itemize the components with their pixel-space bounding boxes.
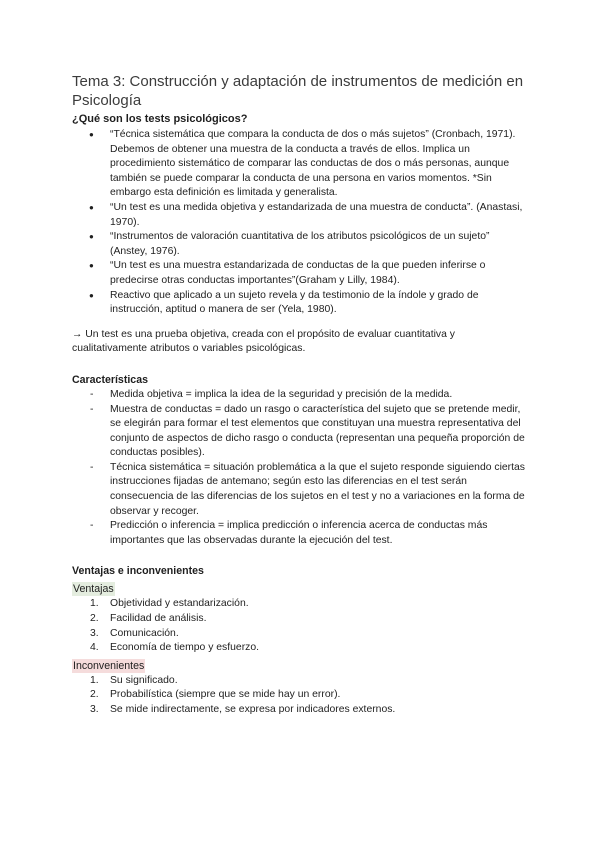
bullet-icon: ● xyxy=(89,261,94,271)
list-item-text: Predicción o inferencia = implica predicción o inferencia acerca de conductas más importantes que las observadas durante la ejecución del test. xyxy=(110,520,488,546)
list-item xyxy=(72,201,528,230)
list-number: 3. xyxy=(90,704,99,715)
disadvantages-label: Inconvenientes xyxy=(73,659,145,672)
what-heading: ¿Qué son los tests psicológicos? xyxy=(72,113,248,125)
bullet-icon: ● xyxy=(89,290,94,300)
list-item-text: Medida objetiva = implica la idea de la seguridad y precisión de la medida. xyxy=(110,388,453,400)
advantages-label: Ventajas xyxy=(73,583,114,596)
list-item-text: Economía de tiempo y esfuerzo. xyxy=(110,642,260,654)
advantages-list xyxy=(72,597,528,655)
list-item xyxy=(72,259,528,288)
list-item xyxy=(72,461,528,519)
list-number: 4. xyxy=(90,642,99,654)
summary-paragraph: → Un test es una prueba objetiva, creada con el propósito de evaluar cuantitativa y cualitativamente atributos o variables psicológicas. xyxy=(72,328,455,355)
list-item-text: Probabilística (siempre que se mide hay un error). xyxy=(110,689,341,701)
list-item xyxy=(72,641,528,656)
dash-icon: - xyxy=(90,520,94,532)
bullet-icon: ● xyxy=(89,130,94,139)
list-item xyxy=(72,688,528,703)
definitions-list xyxy=(72,128,528,318)
list-item xyxy=(72,403,528,461)
list-item-text: Comunicación. xyxy=(110,627,179,639)
list-item-text: “Un test es una muestra estandarizada de conductas de la que pueden inferirse o predecirse otras conductas importantes”(Graham y Lilly, 1984). xyxy=(110,260,486,286)
dash-icon: - xyxy=(90,403,94,415)
list-item xyxy=(72,703,528,718)
list-number: 2. xyxy=(90,689,99,701)
list-item-text: Facilidad de análisis. xyxy=(110,613,207,625)
list-item-text: Objetividad y estandarización. xyxy=(110,598,249,610)
list-item xyxy=(72,674,528,689)
dash-icon: - xyxy=(90,388,94,400)
list-item-text: Su significado. xyxy=(110,674,178,686)
list-number: 2. xyxy=(90,613,99,625)
list-item xyxy=(72,519,528,548)
dash-icon: - xyxy=(90,461,94,473)
list-item xyxy=(72,627,528,642)
characteristics-heading: Características xyxy=(72,373,148,386)
list-number: 1. xyxy=(90,598,99,610)
list-item-text: Muestra de conductas = dado un rasgo o característica del sujeto que se pretende medir, se elegirán para formar el test elementos que constituyan una muestra representativa del conjunto de aspectos de dicho rasgo o conducta (representan una pequeña proporción de conductas posibles). xyxy=(110,403,525,459)
list-item xyxy=(72,612,528,627)
bullet-icon: ● xyxy=(89,232,94,242)
list-item xyxy=(72,388,528,403)
pros-cons-heading: Ventajas e inconvenientes xyxy=(72,565,204,578)
list-item-text: Técnica sistemática = situación problemática a la que el sujeto responde siguiendo ciertas instrucciones fijadas de antemano; según esto las diferencias en el test serán consecuencia de las diferencias de los sujetos en el test y no a variaciones en la forma de observar y recoger. xyxy=(110,461,525,517)
list-number: 1. xyxy=(90,674,99,686)
list-item xyxy=(72,289,528,318)
list-item-text: “Instrumentos de valoración cuantitativa de los atributos psicológicos de un sujeto” (Anstey, 1976). xyxy=(110,231,490,257)
bullet-icon: ● xyxy=(89,202,94,212)
list-item xyxy=(72,597,528,612)
characteristics-list xyxy=(72,388,528,549)
list-item-text: Reactivo que aplicado a un sujeto revela y da testimonio de la índole y grado de instrucción, aptitud o manera de ser (Yela, 1980). xyxy=(110,289,479,316)
list-item xyxy=(72,230,528,259)
list-item-text: “Técnica sistemática que compara la conducta de dos o más sujetos” (Cronbach, 1971). Debemos de obtener una muestra de la conducta a través de ellos. Implica un procedimiento sistemático de comparar las conductas de dos o más personas, aunque también se puede comparar la conducta de una persona en varios momentos. *Sin embargo esta definición es limitada y generalista. xyxy=(110,129,516,199)
page-title: Tema 3: Construcción y adaptación de instrumentos de medición en Psicología xyxy=(72,73,524,109)
list-item-text: “Un test es una medida objetiva y estandarizada de una muestra de conducta”. (Anastasi, 1970). xyxy=(110,201,523,228)
list-number: 3. xyxy=(90,627,99,639)
list-item xyxy=(72,128,528,201)
list-item-text: Se mide indirectamente, se expresa por indicadores externos. xyxy=(110,704,396,715)
disadvantages-list xyxy=(72,674,528,718)
